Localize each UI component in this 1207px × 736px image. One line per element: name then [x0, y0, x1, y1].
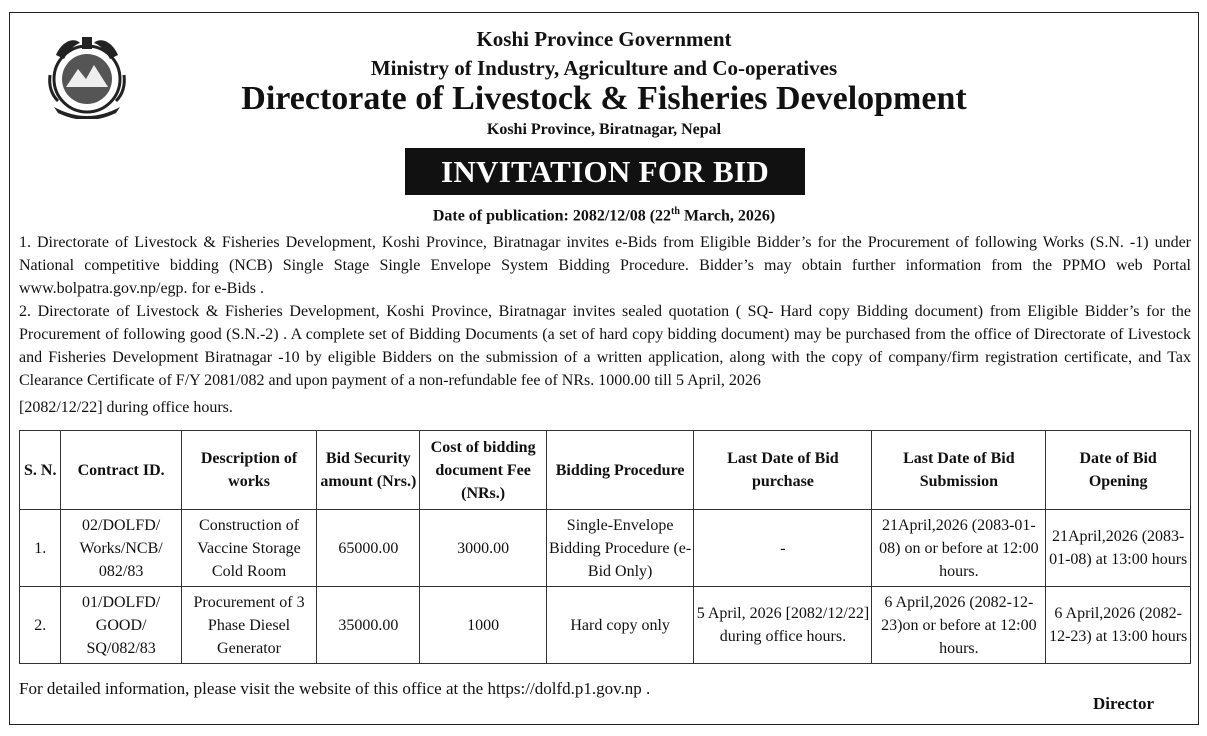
column-header: Cost of bidding document Fee (NRs.): [420, 431, 546, 510]
column-header: Bid Security amount (Nrs.): [317, 431, 420, 510]
table-cell: 1.: [20, 510, 61, 587]
publication-date: Date of publication: 2082/12/08 (22th March, 2026): [432, 206, 776, 225]
column-header: Last Date of Bid Submission: [872, 431, 1046, 510]
table-cell: 65000.00: [317, 510, 420, 587]
website-note: For detailed information, please visit the website of this office at the https://dolfd.p1.gov.np .: [19, 679, 651, 698]
table-cell: 6 April,2026 (2082-12-23)on or before at 12:00 hours.: [872, 587, 1046, 664]
column-header: Bidding Procedure: [546, 431, 694, 510]
table-cell: 1000: [420, 587, 546, 664]
table-cell: Construction of Vaccine Storage Cold Room: [181, 510, 317, 587]
table-cell: 6 April,2026 (2082-12-23) at 13:00 hours: [1046, 587, 1191, 664]
table-cell: 35000.00: [317, 587, 420, 664]
table-row: [20, 510, 1191, 587]
column-header: Last Date of Bid purchase: [694, 431, 872, 510]
bid-notice: [9, 12, 1199, 725]
table-header-row: [20, 431, 1191, 510]
column-header: Date of Bid Opening: [1046, 431, 1191, 510]
table-cell: 3000.00: [420, 510, 546, 587]
table-cell: 01/DOLFD/ GOOD/ SQ/082/83: [61, 587, 181, 664]
table-cell: 21April,2026 (2083-01-08) at 13:00 hours: [1046, 510, 1191, 587]
column-header: Description of works: [181, 431, 317, 510]
table-cell: Procurement of 3 Phase Diesel Generator: [181, 587, 317, 664]
table-cell: Single-Envelope Bidding Procedure (e-Bid Only): [546, 510, 694, 587]
table-cell: -: [694, 510, 872, 587]
paragraph-works: 1. Directorate of Livestock & Fisheries Development, Koshi Province, Biratnagar invites e-Bids from Eligible Bidder’s for the Procurement of following Works (S.N. -1) under National competitive bidding (NCB) Single Stage Single Envelope System Bidding Procedure. Bidder’s may obtain further information from the PPMO web Portal www.bolpatra.gov.np/egp. for e-Bids .: [19, 234, 1191, 297]
table-row: [20, 587, 1191, 664]
table-cell: 2.: [20, 587, 61, 664]
office-address: Koshi Province, Biratnagar, Nepal: [486, 121, 722, 138]
column-header: S. N.: [20, 431, 61, 510]
table-cell: 5 April, 2026 [2082/12/22] during office hours.: [694, 587, 872, 664]
table-cell: 02/DOLFD/ Works/NCB/ 082/83: [61, 510, 181, 587]
directorate-title: Directorate of Livestock & Fisheries Development: [241, 80, 967, 117]
paragraph-goods-tail: [2082/12/22] during office hours.: [19, 399, 233, 416]
notice-banner: INVITATION FOR BID: [405, 148, 805, 195]
table-cell: Hard copy only: [546, 587, 694, 664]
column-header: Contract ID.: [61, 431, 181, 510]
table-cell: 21April,2026 (2083-01-08) on or before at 12:00 hours.: [872, 510, 1046, 587]
ministry-title: Ministry of Industry, Agriculture and Co-operatives: [370, 56, 838, 80]
government-title: Koshi Province Government: [476, 27, 732, 51]
signoff: Director: [1092, 694, 1154, 713]
bid-table: [19, 430, 1191, 664]
paragraph-goods: 2. Directorate of Livestock & Fisheries Development, Koshi Province, Biratnagar invites sealed quotation ( SQ- Hard copy Bidding document) from Eligible Bidder’s for the Procurement of following good (S.N.-2) . A complete set of Bidding Documents (a set of hard copy bidding document) may be purchased from the office of Directorate of Livestock and Fisheries Development Biratnagar -10 by eligible Bidders on the submission of a written application, along with the copy of company/firm registration certificate, and Tax Clearance Certificate of F/Y 2081/082 and upon payment of a non-refundable fee of NRs. 1000.00 till 5 April, 2026: [19, 303, 1191, 389]
